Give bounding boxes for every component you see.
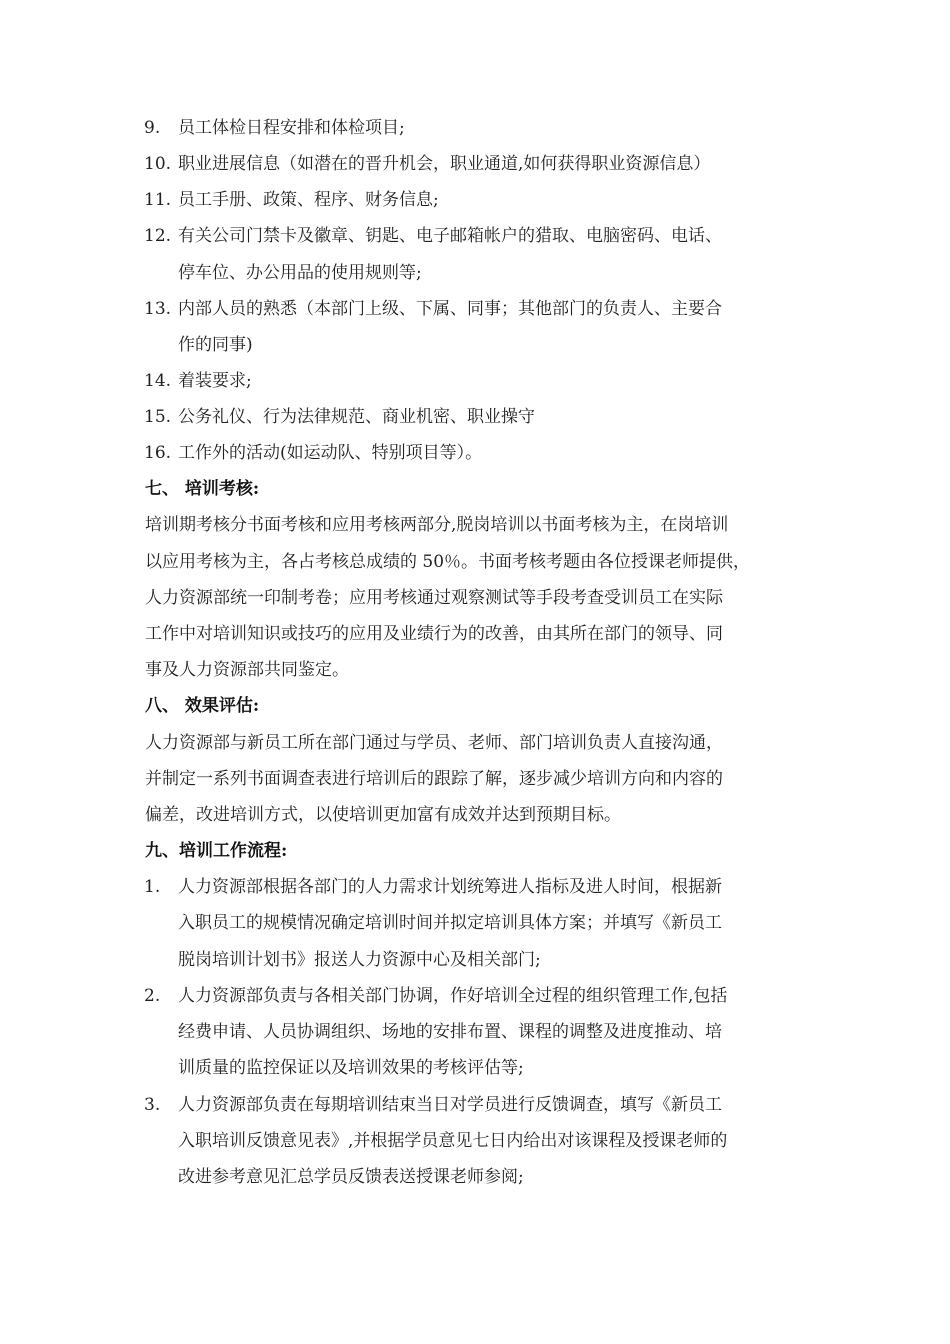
list-item-continuation: 训质量的监控保证以及培训效果的考核评估等;	[178, 1058, 524, 1078]
section-heading: 九、培训工作流程:	[145, 841, 288, 861]
list-number: 15.	[144, 407, 172, 427]
list-item: 工作外的活动(如运动队、特别项目等）。	[178, 443, 483, 463]
list-item: 员工手册、政策、程序、财务信息;	[178, 190, 439, 210]
list-item-continuation: 经费申请、人员协调组织、场地的安排布置、课程的调整及进度推动、培	[178, 1022, 722, 1042]
list-item-continuation: 作的同事)	[178, 335, 253, 355]
list-number: 16.	[144, 443, 172, 463]
list-item: 人力资源部负责在每期培训结束当日对学员进行反馈调查，填写《新员工	[178, 1095, 722, 1115]
list-item: 内部人员的熟悉（本部门上级、下属、同事；其他部门的负责人、主要合	[178, 299, 722, 319]
list-number: 11.	[144, 190, 172, 210]
section-heading: 七、 培训考核:	[145, 479, 260, 499]
list-number: 9.	[144, 118, 161, 138]
paragraph-line: 并制定一系列书面调查表进行培训后的跟踪了解，逐步减少培训方向和内容的	[145, 769, 723, 789]
paragraph-line: 事及人力资源部共同鉴定。	[145, 660, 349, 680]
list-number: 13.	[144, 299, 172, 319]
list-item-continuation: 脱岗培训计划书》报送人力资源中心及相关部门;	[178, 950, 541, 970]
list-item: 着装要求;	[178, 371, 252, 391]
paragraph-line: 以应用考核为主，各占考核总成绩的 50％。书面考核考题由各位授课老师提供，	[145, 552, 751, 572]
list-item: 人力资源部负责与各相关部门协调，作好培训全过程的组织管理工作,包括	[178, 986, 728, 1006]
list-number: 1.	[144, 877, 161, 897]
list-item: 有关公司门禁卡及徽章、钥匙、电子邮箱帐户的猎取、电脑密码、电话、	[178, 226, 722, 246]
list-item-continuation: 入职培训反馈意见表》,并根据学员意见七日内给出对该课程及授课老师的	[178, 1131, 728, 1151]
list-number: 14.	[144, 371, 172, 391]
list-item-continuation: 入职员工的规模情况确定培训时间并拟定培训具体方案；并填写《新员工	[178, 913, 722, 933]
list-item-continuation: 改进参考意见汇总学员反馈表送授课老师参阅;	[178, 1167, 524, 1187]
paragraph-line: 培训期考核分书面考核和应用考核两部分,脱岗培训以书面考核为主，在岗培训	[145, 515, 729, 535]
paragraph-line: 工作中对培训知识或技巧的应用及业绩行为的改善，由其所在部门的领导、同	[145, 624, 723, 644]
list-item: 员工体检日程安排和体检项目;	[178, 118, 405, 138]
list-number: 12.	[144, 226, 172, 246]
paragraph-line: 人力资源部统一印制考卷；应用考核通过观察测试等手段考查受训员工在实际	[145, 588, 723, 608]
list-item: 职业进展信息（如潜在的晋升机会，职业通道,如何获得职业资源信息）	[178, 154, 711, 174]
list-item: 公务礼仪、行为法律规范、商业机密、职业操守	[178, 407, 535, 427]
paragraph-line: 人力资源部与新员工所在部门通过与学员、老师、部门培训负责人直接沟通，	[145, 733, 723, 753]
section-heading: 八、 效果评估:	[145, 696, 260, 716]
paragraph-line: 偏差，改进培训方式，以使培训更加富有成效并达到预期目标。	[145, 805, 621, 825]
list-number: 10.	[144, 154, 172, 174]
list-number: 2.	[144, 986, 161, 1006]
list-item-continuation: 停车位、办公用品的使用规则等;	[178, 263, 422, 283]
list-item: 人力资源部根据各部门的人力需求计划统筹进人指标及进人时间，根据新	[178, 877, 722, 897]
list-number: 3.	[144, 1095, 161, 1115]
